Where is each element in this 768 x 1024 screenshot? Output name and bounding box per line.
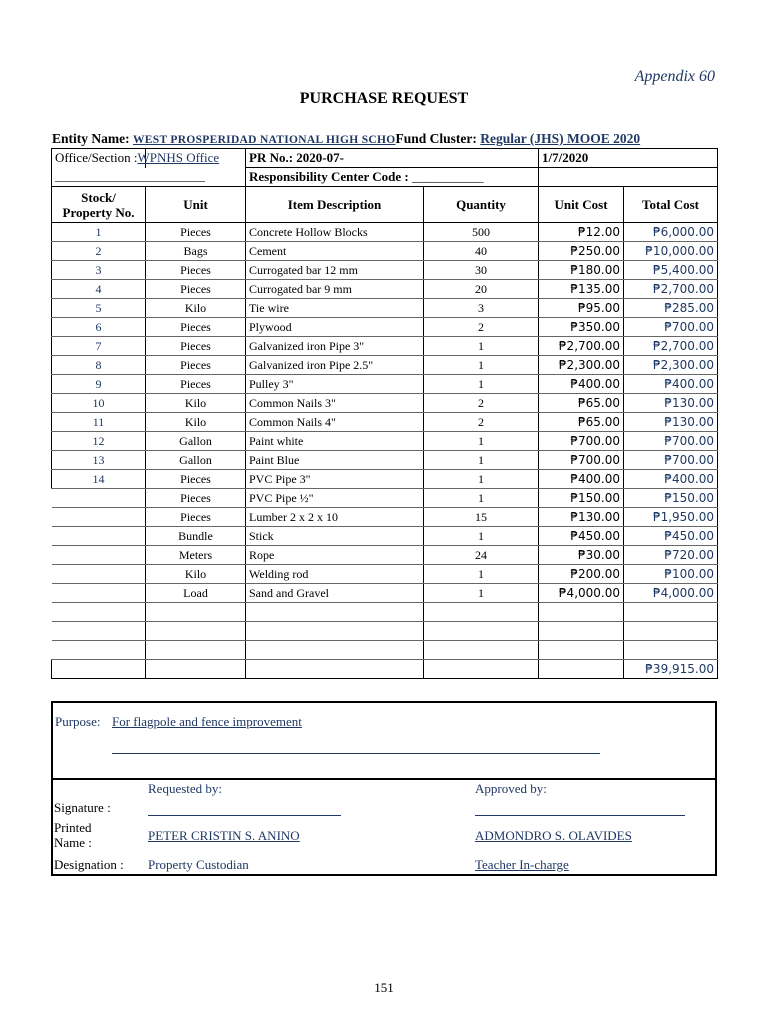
- item-total-cost: ₱150.00: [624, 489, 718, 508]
- table-row: [52, 565, 718, 584]
- section-divider: [53, 778, 715, 780]
- item-unit-cost: ₱2,300.00: [539, 356, 624, 375]
- item-stock-no: 1: [52, 223, 146, 242]
- item-total-cost: ₱4,000.00: [624, 584, 718, 603]
- item-unit: Load: [146, 584, 246, 603]
- blank-cell: [146, 603, 246, 622]
- col-stock-line1: Stock/: [81, 189, 116, 205]
- item-quantity: 2: [424, 318, 539, 337]
- item-description: Lumber 2 x 2 x 10: [246, 508, 424, 527]
- item-total-cost: ₱100.00: [624, 565, 718, 584]
- item-description: PVC Pipe ½": [246, 489, 424, 508]
- requested-by-label: Requested by:: [148, 781, 223, 796]
- table-row: [52, 451, 718, 470]
- office-section-cell: [52, 149, 220, 168]
- table-row: [52, 223, 718, 242]
- item-unit: Pieces: [146, 356, 246, 375]
- item-description: Stick: [246, 527, 424, 546]
- item-total-cost: ₱1,950.00: [624, 508, 718, 527]
- item-unit: Kilo: [146, 394, 246, 413]
- item-stock-no: 8: [52, 356, 146, 375]
- item-stock-no: 9: [52, 375, 146, 394]
- item-unit-cost: ₱130.00: [539, 508, 624, 527]
- total-row-empty: [539, 660, 624, 679]
- item-description: Welding rod: [246, 565, 424, 584]
- rcc-label: Responsibility Center Code :: [249, 169, 409, 184]
- item-total-cost: ₱700.00: [624, 318, 718, 337]
- item-unit-cost: ₱135.00: [539, 280, 624, 299]
- table-row: [52, 356, 718, 375]
- printed-label-line2: Name :: [54, 835, 92, 850]
- item-total-cost: ₱2,700.00: [624, 337, 718, 356]
- blank-cell: [246, 603, 424, 622]
- item-unit-cost: ₱65.00: [539, 413, 624, 432]
- item-description: Common Nails 4": [246, 413, 424, 432]
- blank-cell: [424, 641, 539, 660]
- total-row: [52, 660, 718, 679]
- purpose-underline: [112, 753, 600, 754]
- blank-cell: [52, 603, 146, 622]
- item-unit-cost: ₱4,000.00: [539, 584, 624, 603]
- item-total-cost: ₱6,000.00: [624, 223, 718, 242]
- item-total-cost: ₱700.00: [624, 432, 718, 451]
- item-stock-no: 12: [52, 432, 146, 451]
- item-total-cost: ₱10,000.00: [624, 242, 718, 261]
- grand-total: ₱39,915.00: [624, 660, 718, 679]
- page-number: 151: [374, 980, 394, 995]
- table-row: [52, 432, 718, 451]
- responsibility-center: [246, 168, 539, 187]
- item-quantity: 500: [424, 223, 539, 242]
- item-unit-cost: ₱180.00: [539, 261, 624, 280]
- blank-cell: [246, 622, 424, 641]
- item-unit: Kilo: [146, 299, 246, 318]
- item-description: PVC Pipe 3": [246, 470, 424, 489]
- blank-cell: [624, 641, 718, 660]
- item-description: Tie wire: [246, 299, 424, 318]
- blank-cell: [146, 622, 246, 641]
- total-row-empty: [246, 660, 424, 679]
- item-total-cost: ₱700.00: [624, 451, 718, 470]
- blank-cell: [146, 641, 246, 660]
- item-unit: Pieces: [146, 337, 246, 356]
- table-row: [52, 280, 718, 299]
- item-quantity: 1: [424, 375, 539, 394]
- item-unit: Gallon: [146, 432, 246, 451]
- item-stock-no: [52, 508, 146, 527]
- col-stock: [52, 187, 146, 223]
- purpose-label: Purpose:: [55, 714, 101, 729]
- col-quantity: Quantity: [424, 187, 539, 223]
- table-row: [52, 584, 718, 603]
- item-total-cost: ₱720.00: [624, 546, 718, 565]
- table-row: [52, 242, 718, 261]
- blank-row: [52, 641, 718, 660]
- item-unit: Pieces: [146, 508, 246, 527]
- item-total-cost: ₱130.00: [624, 413, 718, 432]
- item-quantity: 1: [424, 432, 539, 451]
- office-section-blank: _________________________: [52, 168, 246, 187]
- blank-cell: [246, 641, 424, 660]
- table-row: [52, 375, 718, 394]
- item-quantity: 2: [424, 394, 539, 413]
- office-section-label: Office/Section :: [55, 150, 138, 166]
- table-row: [52, 261, 718, 280]
- item-quantity: 1: [424, 451, 539, 470]
- table-row: [52, 508, 718, 527]
- item-total-cost: ₱400.00: [624, 375, 718, 394]
- item-quantity: 3: [424, 299, 539, 318]
- entity-name-value: WEST PROSPERIDAD NATIONAL HIGH SCHO: [133, 134, 396, 146]
- item-quantity: 30: [424, 261, 539, 280]
- item-description: Paint white: [246, 432, 424, 451]
- approver-name: ADMONDRO S. OLAVIDES: [475, 828, 632, 843]
- item-stock-no: 4: [52, 280, 146, 299]
- item-unit: Bags: [146, 242, 246, 261]
- table-row: [52, 413, 718, 432]
- blank-cell: [52, 641, 146, 660]
- col-unit-cost: Unit Cost: [539, 187, 624, 223]
- col-unit: Unit: [146, 187, 246, 223]
- item-unit-cost: ₱700.00: [539, 432, 624, 451]
- col-total-cost: Total Cost: [624, 187, 718, 223]
- item-unit: Pieces: [146, 280, 246, 299]
- approver-signature-line: [475, 815, 685, 816]
- item-unit-cost: ₱250.00: [539, 242, 624, 261]
- table-row: [52, 299, 718, 318]
- item-unit-cost: ₱400.00: [539, 375, 624, 394]
- blank-cell: [539, 622, 624, 641]
- entity-name-label: Entity Name:: [52, 131, 130, 146]
- item-unit: Kilo: [146, 565, 246, 584]
- item-stock-no: [52, 527, 146, 546]
- item-stock-no: 3: [52, 261, 146, 280]
- item-quantity: 20: [424, 280, 539, 299]
- item-description: Cement: [246, 242, 424, 261]
- item-total-cost: ₱450.00: [624, 527, 718, 546]
- item-quantity: 1: [424, 527, 539, 546]
- item-stock-no: 10: [52, 394, 146, 413]
- table-row: [52, 318, 718, 337]
- item-unit-cost: ₱200.00: [539, 565, 624, 584]
- item-quantity: 24: [424, 546, 539, 565]
- table-row: [52, 546, 718, 565]
- item-stock-no: 11: [52, 413, 146, 432]
- item-stock-no: [52, 584, 146, 603]
- item-stock-no: [52, 565, 146, 584]
- item-unit: Pieces: [146, 261, 246, 280]
- item-quantity: 1: [424, 565, 539, 584]
- item-total-cost: ₱130.00: [624, 394, 718, 413]
- blank-cell: [424, 622, 539, 641]
- item-unit: Pieces: [146, 375, 246, 394]
- printed-label-line1: Printed: [54, 820, 92, 835]
- requester-designation: Property Custodian: [148, 857, 249, 872]
- item-stock-no: 5: [52, 299, 146, 318]
- item-unit-cost: ₱150.00: [539, 489, 624, 508]
- item-total-cost: ₱285.00: [624, 299, 718, 318]
- blank-row: [52, 603, 718, 622]
- item-description: Plywood: [246, 318, 424, 337]
- item-stock-no: 6: [52, 318, 146, 337]
- printed-name-label: [54, 820, 92, 850]
- item-total-cost: ₱2,300.00: [624, 356, 718, 375]
- table-row: [52, 489, 718, 508]
- page-title: PURCHASE REQUEST: [299, 90, 469, 107]
- rcc-blank: ___________: [411, 169, 484, 184]
- blank-cell: [624, 603, 718, 622]
- item-stock-no: 2: [52, 242, 146, 261]
- item-description: Currogated bar 12 mm: [246, 261, 424, 280]
- item-stock-no: 13: [52, 451, 146, 470]
- item-unit: Gallon: [146, 451, 246, 470]
- blank-cell: [424, 603, 539, 622]
- item-total-cost: ₱400.00: [624, 470, 718, 489]
- item-unit: Pieces: [146, 470, 246, 489]
- item-unit-cost: ₱95.00: [539, 299, 624, 318]
- item-quantity: 15: [424, 508, 539, 527]
- col-description: Item Description: [246, 187, 424, 223]
- item-unit-cost: ₱65.00: [539, 394, 624, 413]
- item-description: Concrete Hollow Blocks: [246, 223, 424, 242]
- item-quantity: 1: [424, 489, 539, 508]
- table-row: [52, 470, 718, 489]
- purpose-value: For flagpole and fence improvement: [112, 714, 302, 729]
- item-description: Rope: [246, 546, 424, 565]
- items-body: [52, 223, 718, 679]
- requester-name: PETER CRISTIN S. ANINO: [148, 828, 300, 843]
- item-unit: Pieces: [146, 223, 246, 242]
- entity-line: [52, 131, 752, 147]
- blank-cell: [539, 603, 624, 622]
- item-total-cost: ₱2,700.00: [624, 280, 718, 299]
- item-description: Common Nails 3": [246, 394, 424, 413]
- item-stock-no: [52, 546, 146, 565]
- item-stock-no: 7: [52, 337, 146, 356]
- table-row: [52, 337, 718, 356]
- blank-cell: [539, 641, 624, 660]
- item-description: Pulley 3": [246, 375, 424, 394]
- item-stock-no: 14: [52, 470, 146, 489]
- requester-signature-line: [148, 815, 341, 816]
- item-unit-cost: ₱450.00: [539, 527, 624, 546]
- item-unit-cost: ₱700.00: [539, 451, 624, 470]
- pr-number: PR No.: 2020-07-: [246, 149, 539, 168]
- item-quantity: 2: [424, 413, 539, 432]
- item-unit-cost: ₱350.00: [539, 318, 624, 337]
- total-row-empty: [146, 660, 246, 679]
- pr-date: 1/7/2020: [539, 149, 718, 168]
- item-description: Galvanized iron Pipe 3": [246, 337, 424, 356]
- office-section-value: WPNHS Office: [137, 150, 220, 166]
- approved-by-label: Approved by:: [475, 781, 547, 796]
- item-unit: Pieces: [146, 318, 246, 337]
- item-unit: Kilo: [146, 413, 246, 432]
- col-stock-line2: Property No.: [62, 204, 135, 220]
- item-quantity: 40: [424, 242, 539, 261]
- table-row: [52, 394, 718, 413]
- blank-cell: [52, 622, 146, 641]
- item-stock-no: [52, 489, 146, 508]
- item-quantity: 1: [424, 356, 539, 375]
- item-unit: Meters: [146, 546, 246, 565]
- table-row: [52, 527, 718, 546]
- item-quantity: 1: [424, 470, 539, 489]
- item-unit-cost: ₱2,700.00: [539, 337, 624, 356]
- item-unit: Bundle: [146, 527, 246, 546]
- approver-designation: Teacher In-charge: [475, 857, 569, 872]
- total-row-empty: [52, 660, 146, 679]
- item-unit: Pieces: [146, 489, 246, 508]
- designation-label: Designation :: [54, 857, 124, 872]
- appendix-label: Appendix 60: [634, 68, 715, 85]
- item-total-cost: ₱5,400.00: [624, 261, 718, 280]
- fund-cluster-label: Fund Cluster:: [395, 131, 477, 146]
- item-unit-cost: ₱400.00: [539, 470, 624, 489]
- item-description: Sand and Gravel: [246, 584, 424, 603]
- item-unit-cost: ₱30.00: [539, 546, 624, 565]
- item-unit-cost: ₱12.00: [539, 223, 624, 242]
- signature-block: [51, 701, 717, 876]
- item-description: Galvanized iron Pipe 2.5": [246, 356, 424, 375]
- signature-label: Signature :: [54, 800, 111, 815]
- fund-cluster-value: Regular (JHS) MOOE 2020: [480, 131, 641, 146]
- item-quantity: 1: [424, 584, 539, 603]
- rcc-empty: [539, 168, 718, 187]
- blank-cell: [624, 622, 718, 641]
- item-description: Currogated bar 9 mm: [246, 280, 424, 299]
- purchase-request-table: [51, 148, 717, 679]
- item-quantity: 1: [424, 337, 539, 356]
- blank-row: [52, 622, 718, 641]
- item-description: Paint Blue: [246, 451, 424, 470]
- total-row-empty: [424, 660, 539, 679]
